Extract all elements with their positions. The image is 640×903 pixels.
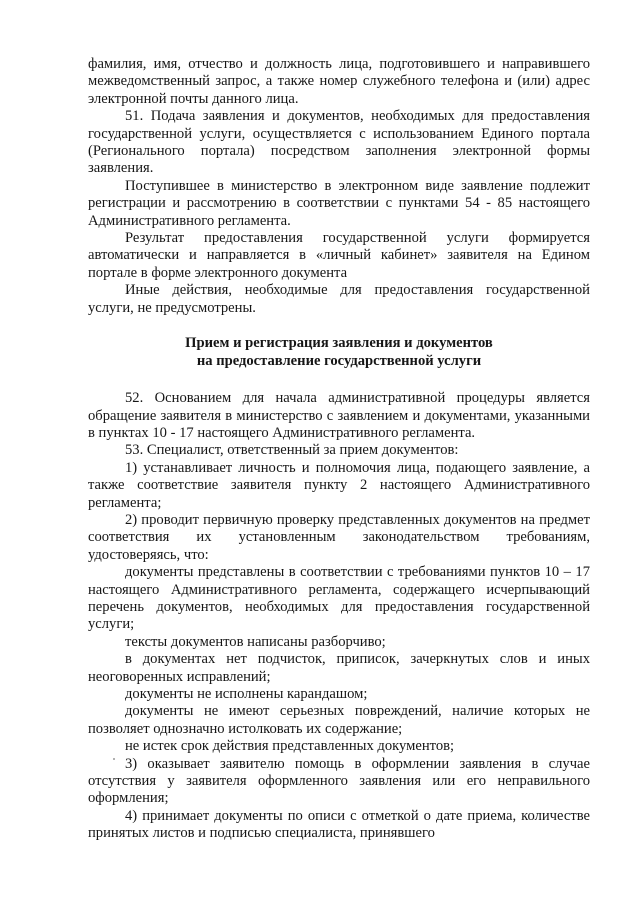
section-heading — [88, 334, 590, 370]
check-item-no-pencil: документы не исполнены карандашом; — [125, 686, 368, 702]
check-item-documents-compliance: документы представлены в соответствии с требованиями пунктов 10 – 17 настоящего Административного регламента, содержащего исчерпывающий перечень документов, необходимых для предоставления государственной услуги; — [88, 564, 590, 633]
check-item-no-damage: документы не имеют серьезных повреждений, наличие которых не позволяет однозначно истолковать их содержание; — [88, 703, 590, 737]
paragraph-51: 51. Подача заявления и документов, необходимых для предоставления государственной услуги, осуществляется с использованием Единого портала (Регионального портала) посредством заполнения электронной формы заявления. — [88, 108, 590, 177]
section-heading-line-2: на предоставление государственной услуги — [196, 353, 482, 370]
section-heading-line-1: Прием и регистрация заявления и документов — [185, 335, 493, 352]
list-item-4: 4) принимает документы по описи с отметкой о дате приема, количестве принятых листов и подписью специалиста, принявшего — [88, 807, 590, 842]
paragraph-52: 52. Основанием для начала административной процедуры является обращение заявителя в министерство с заявлением и документами, указанными в пунктах 10 - 17 настоящего Административного регламента. — [88, 390, 590, 441]
check-item-not-expired: не истек срок действия представленных документов; — [125, 738, 455, 755]
scan-speck — [113, 758, 115, 760]
paragraph-other-actions: Иные действия, необходимые для предоставления государственной услуги, не предусмотрены. — [88, 282, 590, 316]
paragraph-53: 53. Специалист, ответственный за прием документов: — [125, 442, 459, 459]
list-item-2: 2) проводит первичную проверку представленных документов на предмет соответствия их установленным законодательством требованиям, удостоверяясь, что: — [88, 511, 590, 563]
check-item-no-corrections: в документах нет подчисток, приписок, зачеркнутых слов и иных неоговоренных исправлений; — [88, 651, 590, 685]
list-item-3: 3) оказывает заявителю помощь в оформлении заявления в случае отсутствия у заявителя оформленного заявления или его неправильного оформления; — [88, 755, 590, 807]
paragraph-result: Результат предоставления государственной услуги формируется автоматически и направляется в «личный кабинет» заявителя на Едином портале в форме электронного документа — [88, 230, 590, 281]
paragraph-electronic-registration: Поступившее в министерство в электронном виде заявление подлежит регистрации и рассмотрению в соответствии с пунктами 54 - 85 настоящего Административного регламента. — [88, 177, 590, 229]
list-item-1: 1) устанавливает личность и полномочия лица, подающего заявление, а также соответствие заявителя пункту 2 настоящего Административного регламента; — [88, 459, 590, 511]
check-item-legible: тексты документов написаны разборчиво; — [125, 633, 386, 650]
paragraph-continuation: фамилия, имя, отчество и должность лица, подготовившего и направившего межведомственный запрос, а также номер служебного телефона и (или) адрес электронной почты данного лица. — [88, 56, 590, 107]
